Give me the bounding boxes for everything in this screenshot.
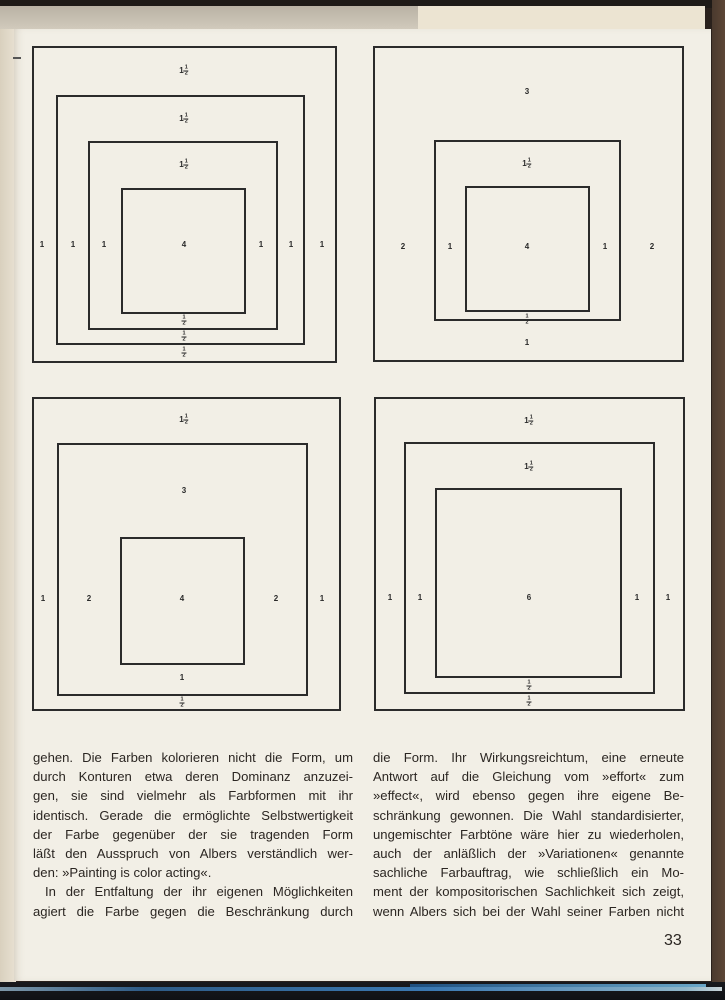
fraction-half: $\frac{1}{2}$ — [529, 414, 533, 427]
text-line: läßt den Ausspruch von Albers verständlich wer- — [33, 845, 353, 861]
measure-label-center: 6 — [526, 593, 532, 602]
measure-label — [182, 348, 187, 359]
measure-label — [179, 66, 188, 77]
measure-label: 1 — [40, 594, 46, 603]
underlying-page-edge-right — [418, 6, 705, 30]
measure-label-center: 4 — [524, 242, 530, 251]
measure-label: 1 — [319, 240, 325, 249]
measure-label: 1 — [179, 673, 185, 682]
measure-label: 1 — [101, 240, 107, 249]
whole-number: 1 — [524, 416, 529, 425]
text-line: In der Entfaltung der ihr eigenen Möglichkeiten — [45, 884, 353, 900]
text-line: die Form. Ihr Wirkungsreichtum, eine erneute — [373, 750, 684, 765]
measure-label — [527, 681, 532, 692]
fraction-half: $\frac{1}{2}$ — [184, 112, 188, 125]
measure-label: 1 — [288, 240, 294, 249]
whole-number: 1 — [524, 462, 529, 471]
book-cover-stripe-highlight — [410, 984, 706, 987]
text-line: identisch. Gerade die ermöglichte Selbstwertigkeit — [33, 807, 353, 823]
measure-label — [524, 462, 533, 473]
measure-label — [525, 315, 530, 326]
text-line: ment der kompositorischen Sachlichkeit sich zeigt, — [373, 884, 684, 900]
text-line: den: »Painting is color acting«. — [33, 865, 212, 881]
text-line: gen, sie sind vielmehr als Farbformen mit ihr — [33, 788, 353, 804]
text-line: wenn Albers sich bei der Wahl seiner Farben nicht — [373, 903, 684, 919]
measure-label: 1 — [665, 593, 671, 602]
square-inner — [121, 188, 246, 314]
measure-label: 1 — [524, 338, 530, 347]
measure-label: 1 — [319, 594, 325, 603]
measure-label: 3 — [524, 87, 530, 96]
measure-label: 2 — [86, 594, 92, 603]
text-line: gehen. Die Farben kolorieren nicht die Form, um — [33, 750, 353, 765]
measure-label: 3 — [181, 486, 187, 495]
text-line: agiert die Farbe gegen die Beschränkung durch — [33, 903, 353, 919]
fraction-half: $\frac{1}{2}$ — [182, 330, 186, 343]
fraction-half: $\frac{1}{2}$ — [527, 679, 531, 692]
text-line: Antwort auf die Gleichung vom »effort« zum — [373, 769, 684, 785]
page-number: 33 — [664, 932, 682, 949]
whole-number: 1 — [179, 160, 184, 169]
measure-label-center: 4 — [179, 594, 185, 603]
measure-label: 2 — [400, 242, 406, 251]
text-line: durch Konturen etwa deren Dominanz anzuzei- — [33, 769, 353, 785]
text-line: ungemischter Farbtöne wäre hier zu wiederholen, — [373, 826, 684, 842]
text-line: auch der anläßlich der »Variationen« genannte — [373, 845, 684, 861]
fraction-half: $\frac{1}{2}$ — [184, 413, 188, 426]
margin-mark — [13, 57, 21, 59]
fraction-half: $\frac{1}{2}$ — [182, 314, 186, 327]
measure-label — [179, 415, 188, 426]
measure-label — [182, 332, 187, 343]
body-text-right-column — [373, 748, 684, 921]
measure-label: 2 — [649, 242, 655, 251]
measure-label: 2 — [273, 594, 279, 603]
measure-label: 1 — [417, 593, 423, 602]
measure-label: 1 — [258, 240, 264, 249]
underlying-page-edge — [0, 6, 418, 30]
fraction-half: $\frac{1}{2}$ — [525, 313, 529, 326]
text-line: schränkung gewonnen. Die Wahl standardisierter, — [373, 807, 684, 823]
whole-number: 1 — [179, 415, 184, 424]
whole-number: 1 — [522, 159, 527, 168]
fraction-half: $\frac{1}{2}$ — [529, 460, 533, 473]
book-cover-edge — [712, 0, 725, 1000]
square-inner — [435, 488, 622, 678]
text-line: sachliche Farbauftrag, wie schließlich ein Mo- — [373, 865, 684, 881]
measure-label — [179, 114, 188, 125]
measure-label — [524, 416, 533, 427]
measure-label — [180, 698, 185, 709]
measure-label — [182, 316, 187, 327]
measure-label: 1 — [634, 593, 640, 602]
fraction-half: $\frac{1}{2}$ — [182, 346, 186, 359]
fraction-half: $\frac{1}{2}$ — [527, 695, 531, 708]
text-line: der Farbe gegenüber der sie tragenden Form — [33, 826, 353, 842]
measure-label — [179, 160, 188, 171]
measure-label-center: 4 — [181, 240, 187, 249]
measure-label — [527, 697, 532, 708]
measure-label: 1 — [39, 240, 45, 249]
measure-label: 1 — [602, 242, 608, 251]
fraction-half: $\frac{1}{2}$ — [527, 157, 531, 170]
whole-number: 1 — [179, 114, 184, 123]
measure-label: 1 — [447, 242, 453, 251]
measure-label: 1 — [387, 593, 393, 602]
fraction-half: $\frac{1}{2}$ — [184, 64, 188, 77]
measure-label — [522, 159, 531, 170]
book-cover-stripe — [0, 987, 722, 991]
fraction-half: $\frac{1}{2}$ — [180, 696, 184, 709]
body-text-left-column — [33, 748, 353, 921]
measure-label: 1 — [70, 240, 76, 249]
text-line: »effect«, wird ebenso gegen ihre eigene Be- — [373, 788, 684, 804]
whole-number: 1 — [179, 66, 184, 75]
fraction-half: $\frac{1}{2}$ — [184, 158, 188, 171]
